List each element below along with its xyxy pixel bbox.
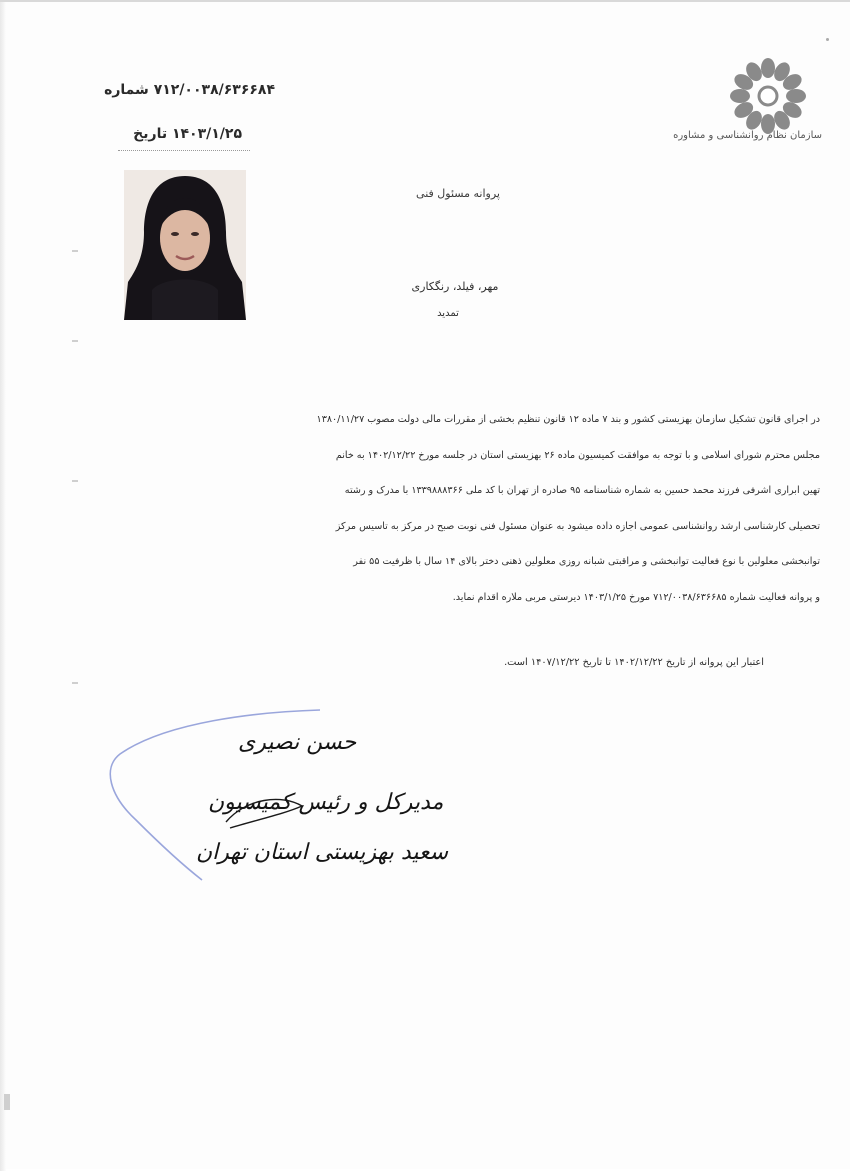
- portrait-image: [124, 170, 246, 320]
- validity-text: اعتبار این پروانه از تاریخ ۱۴۰۲/۱۲/۲۲ تا تاریخ ۱۴۰۷/۱۲/۲۲ است.: [504, 657, 764, 668]
- body-line: توانبخشی معلولین با نوع فعالیت توانبخشی و مراقبتی شبانه روزی معلولین ذهنی دختر بالای ۱۴ سال با ظرفیت ۵۵ نفر: [353, 556, 820, 568]
- letter-number: ۷۱۲/۰۰۳۸/۶۳۶۶۸۴ شماره: [104, 82, 275, 98]
- letter-date: ۱۴۰۳/۱/۲۵ تاریخ: [133, 126, 242, 142]
- scan-edge: [0, 2, 6, 1171]
- signatory-name: حسن نصیری: [238, 730, 357, 755]
- license-type: تمدید: [437, 308, 459, 319]
- license-field: مهر، فیلد، رنگکاری: [411, 280, 499, 293]
- holder-photo: [124, 170, 246, 320]
- document-title: پروانه مسئول فنی: [416, 187, 500, 200]
- body-line: تهین ابراری اشرفی فرزند محمد حسین به شماره شناسنامه ۹۵ صادره از تهران با کد ملی ۱۳۳۹۸۸۸۳۶۶ با مدرک و رشته: [344, 485, 820, 497]
- date-underline: [118, 150, 250, 151]
- body-line: در اجرای قانون تشکیل سازمان بهزیستی کشور و بند ۷ ماده ۱۲ قانون تنظیم بخشی از مقررات مالی دولت مصوب ۱۳۸۰/۱۱/۲۷: [316, 414, 820, 425]
- scan-speck: [826, 38, 829, 41]
- organization-logo-icon: [722, 56, 814, 156]
- signatory-title: مدیرکل و رئیس کمیسیون: [208, 790, 444, 815]
- logo-caption: سازمان نظام روانشناسی و مشاوره: [673, 130, 822, 141]
- margin-marks: [72, 250, 82, 700]
- signatory-org: سعید بهزیستی استان تهران: [196, 840, 449, 865]
- body-line: و پروانه فعالیت شماره ۷۱۲/۰۰۳۸/۶۳۶۶۸۵ مورخ ۱۴۰۳/۱/۲۵ دیرستی مربی ملاره اقدام نماید.: [452, 591, 820, 603]
- scan-speck: [4, 1094, 10, 1110]
- license-body: [112, 402, 820, 616]
- validity-period: [398, 650, 764, 669]
- body-line: تحصیلی کارشناسی ارشد روانشناسی عمومی اجازه داده میشود به عنوان مسئول فنی نوبت صبح در مرکز به تاسیس مرکز: [335, 520, 820, 532]
- body-line: مجلس محترم شورای اسلامی و با توجه به موافقت کمیسیون ماده ۲۶ بهزیستی استان در جلسه مورخ ۱۴۰۲/۱۲/۲۲ به خانم: [335, 449, 820, 461]
